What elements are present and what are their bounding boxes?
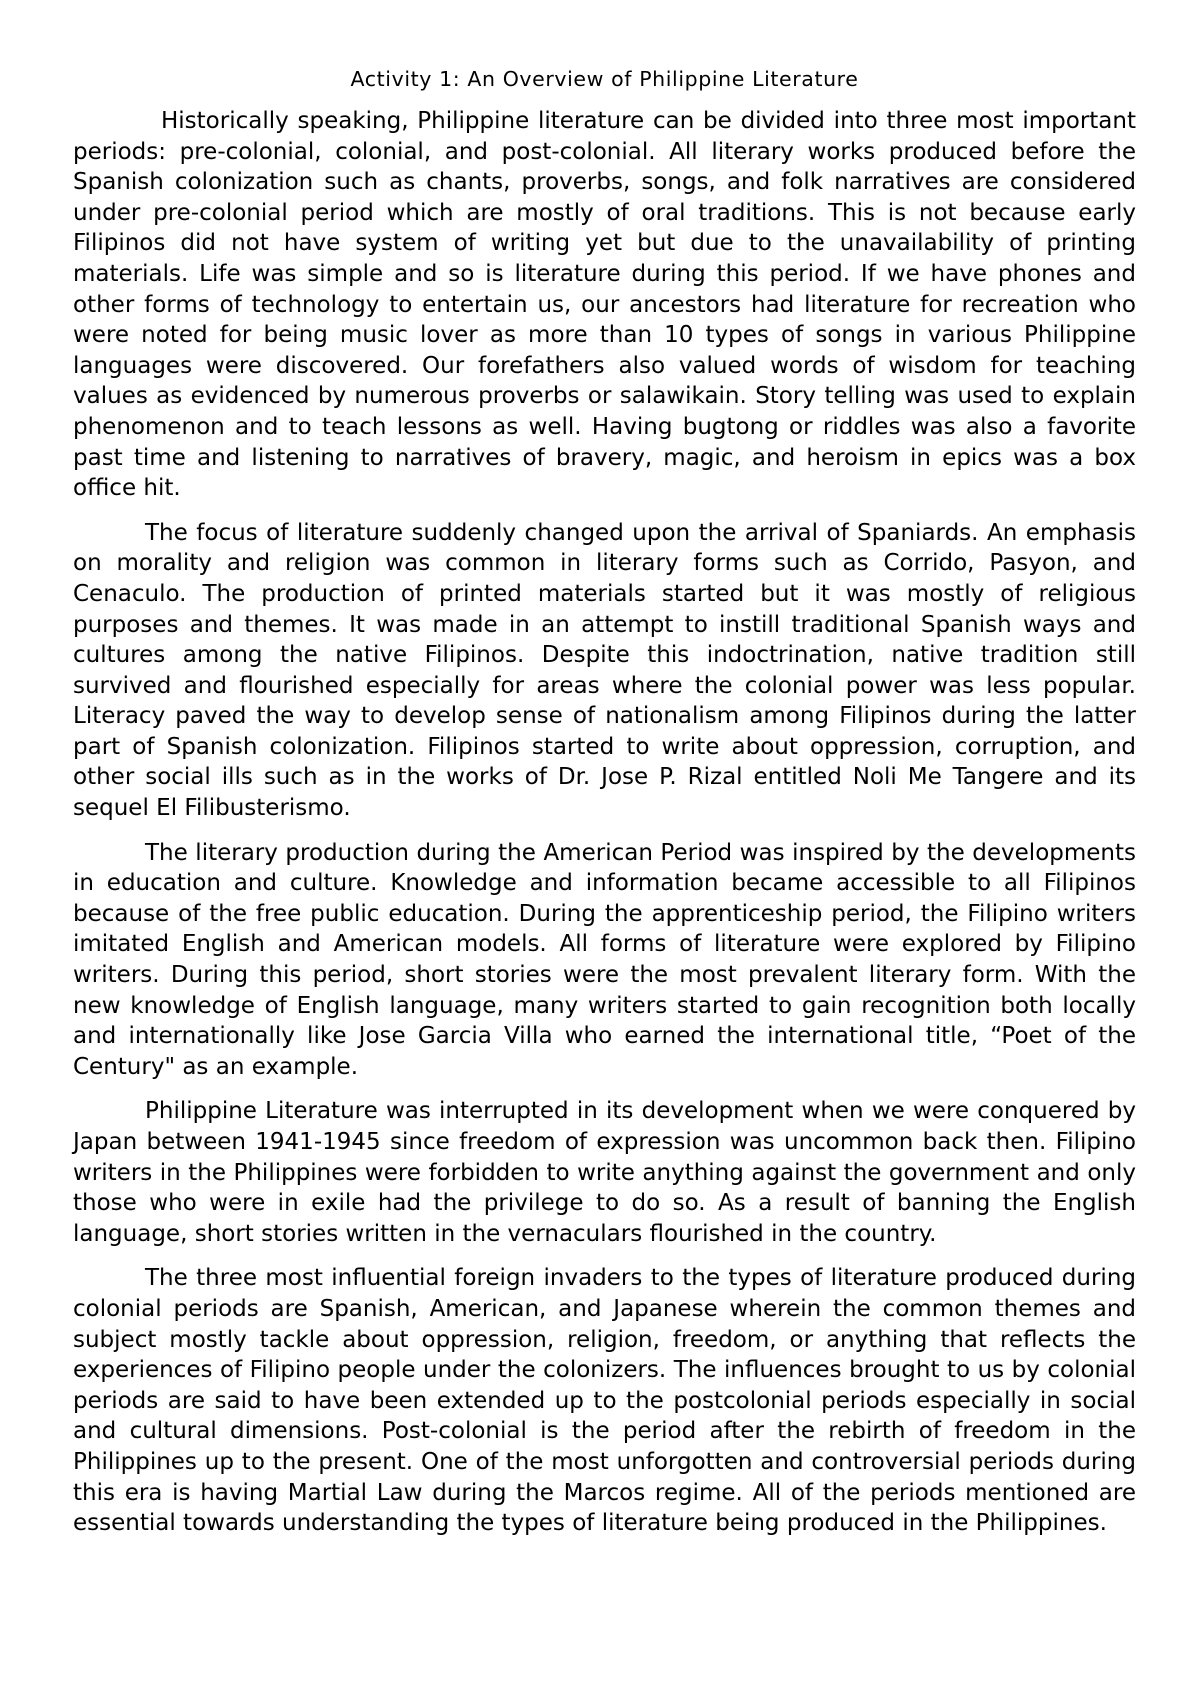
paragraph-spanish-period: The focus of literature suddenly changed upon the arrival of Spaniards. An emphasis on morality and religion was common in literary forms such as Corrido, Pasyon, and Cenaculo. The production of printed materials started but it was mostly of religious purposes and themes. It was made in an attempt to instill traditional Spanish ways and cultures among the native Filipinos. Despite this indoctrination, native tradition still survived and flourished especially for areas where the colonial power was less popular. Literacy paved the way to develop sense of nationalism among Filipinos during the latter part of Spanish colonization. Filipinos started to write about oppression, corruption, and other social ills such as in the works of Dr. Jose P. Rizal entitled Noli Me Tangere and its sequel El Filibusterismo. bbox=[73, 519, 1136, 822]
paragraph-japanese-period: Philippine Literature was interrupted in its development when we were conquered by Japan between 1941-1945 since freedom of expression was uncommon back then. Filipino writers in the Philippines were forbidden to write anything against the government and only those who were in exile had the privilege to do so. As a result of banning the English language, short stories written in the vernaculars flourished in the country. bbox=[73, 1098, 1136, 1247]
document-title: Activity 1: An Overview of Philippine Literature bbox=[350, 67, 859, 91]
document-page bbox=[73, 64, 1136, 1553]
paragraph-american-period: The literary production during the American Period was inspired by the developments in education and culture. Knowledge and information became accessible to all Filipinos because of the free public education. During the apprenticeship period, the Filipino writers imitated English and American models. All forms of literature were explored by Filipino writers. During this period, short stories were the most prevalent literary form. With the new knowledge of English language, many writers started to gain recognition both locally and internationally like Jose Garcia Villa who earned the international title, “Poet of the Century" as an example. bbox=[73, 839, 1136, 1080]
paragraph-post-colonial: The three most influential foreign invaders to the types of literature produced during colonial periods are Spanish, American, and Japanese wherein the common themes and subject mostly tackle about oppression, religion, freedom, or anything that reflects the experiences of Filipino people under the colonizers. The influences brought to us by colonial periods are said to have been extended up to the postcolonial periods especially in social and cultural dimensions. Post-colonial is the period after the rebirth of freedom in the Philippines up to the present. One of the most unforgotten and controversial periods during this era is having Martial Law during the Marcos regime. All of the periods mentioned are essential towards understanding the types of literature being produced in the Philippines. bbox=[73, 1265, 1136, 1537]
paragraph-pre-colonial: Historically speaking, Philippine literature can be divided into three most important periods: pre-colonial, colonial, and post-colonial. All literary works produced before the Spanish colonization such as chants, proverbs, songs, and folk narratives are considered under pre-colonial period which are mostly of oral traditions. This is not because early Filipinos did not have system of writing yet but due to the unavailability of printing materials. Life was simple and so is literature during this period. If we have phones and other forms of technology to entertain us, our ancestors had literature for recreation who were noted for being music lover as more than 10 types of songs in various Philippine languages were discovered. Our forefathers also valued words of wisdom for teaching values as evidenced by numerous proverbs or salawikain. Story telling was used to explain phenomenon and to teach lessons as well. Having bugtong or riddles was also a favorite past time and listening to narratives of bravery, magic, and heroism in epics was a box office hit. bbox=[73, 108, 1136, 502]
